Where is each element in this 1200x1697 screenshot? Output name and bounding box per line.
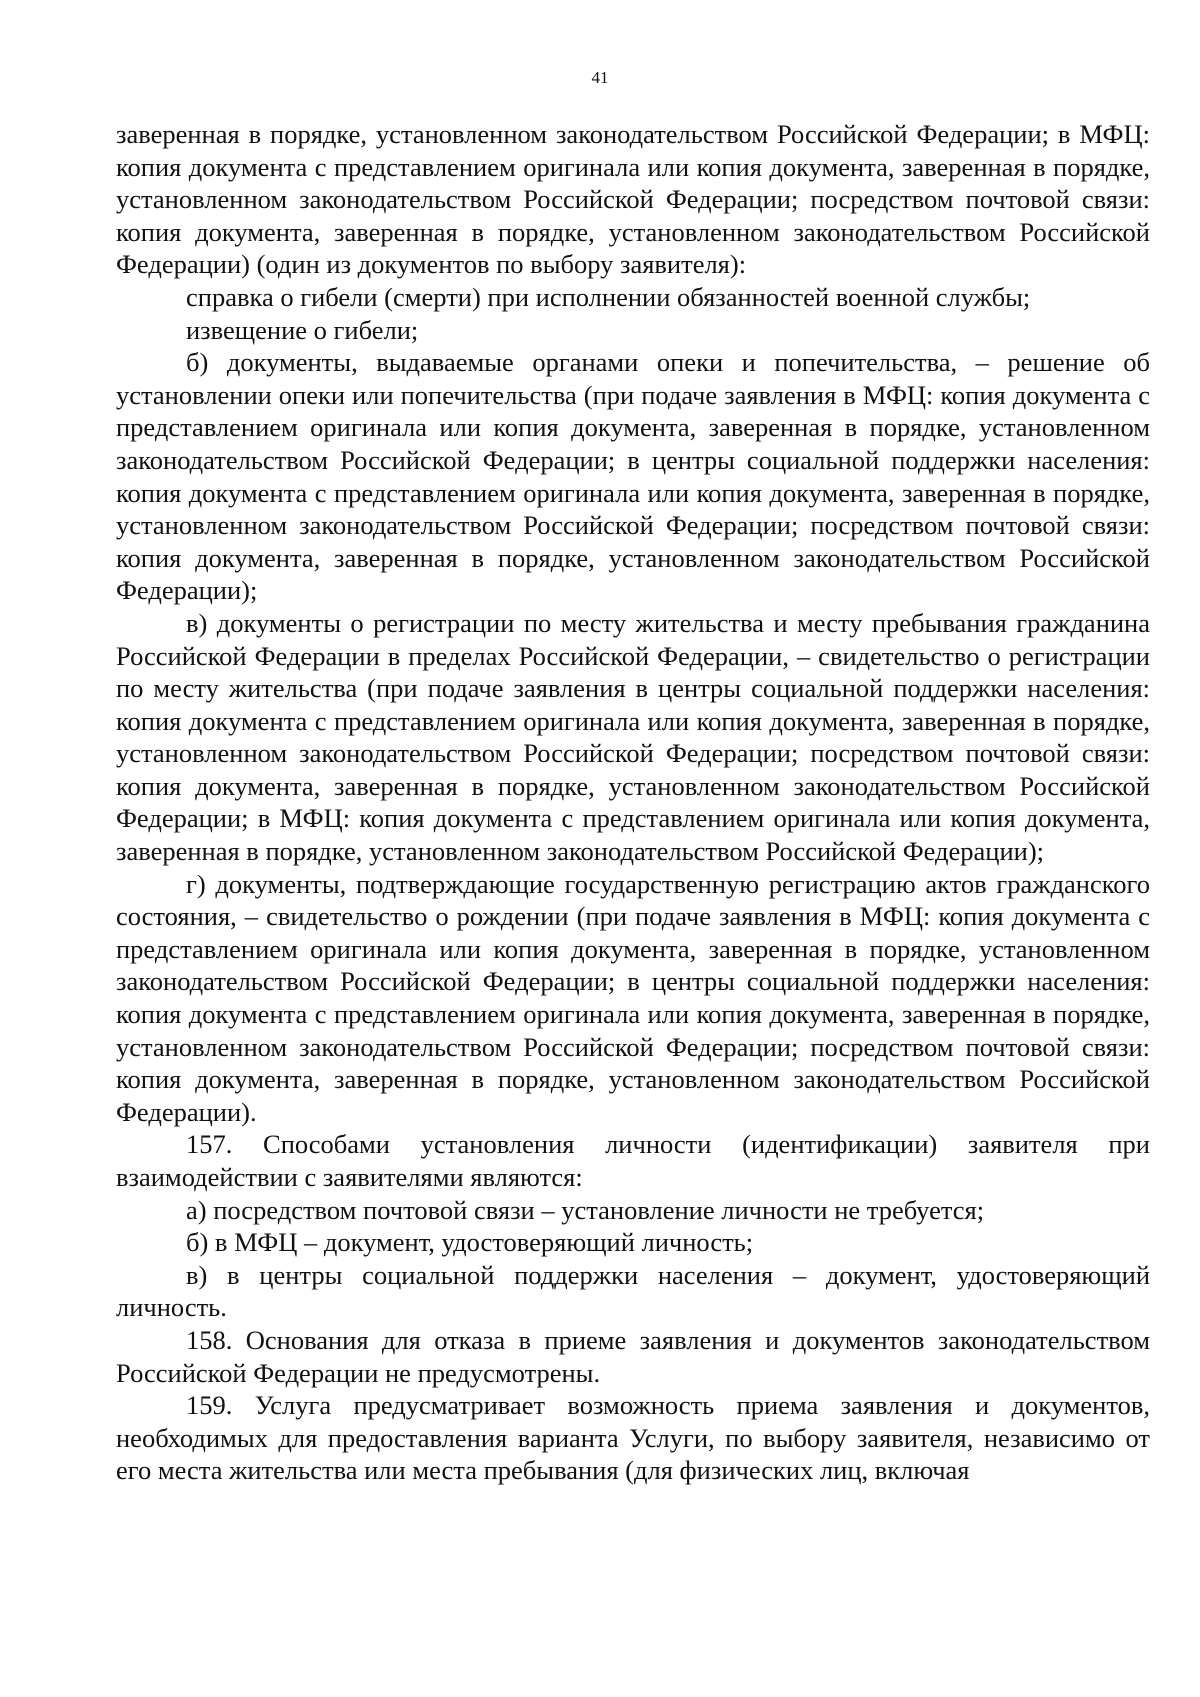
paragraph-death-notice: извещение о гибели;: [186, 314, 419, 345]
paragraph-157-b: б) в МФЦ – документ, удостоверяющий личность;: [186, 1227, 754, 1258]
document-body: [116, 118, 1150, 1487]
paragraph-continuation: заверенная в порядке, установленном законодательством Российской Федерации; в МФЦ: копия документа с представлением оригинала или копия документа, заверенная в порядке, установленном законодательством Российской Федерации; посредством почтовой связи: копия документа, заверенная в порядке, установленном законодательством Российской Федерации) (один из документов по выбору заявителя):: [116, 119, 1150, 280]
paragraph-death-certificate: справка о гибели (смерти) при исполнении обязанностей военной службы;: [186, 281, 1031, 312]
paragraph-157-a: а) посредством почтовой связи – установление личности не требуется;: [186, 1194, 985, 1225]
paragraph-158: 158. Основания для отказа в приеме заявления и документов законодательством Российской Федерации не предусмотрены.: [116, 1324, 1150, 1388]
paragraph-item-b-guardianship: б) документы, выдаваемые органами опеки и попечительства, – решение об установлении опеки или попечительства (при подаче заявления в МФЦ: копия документа с представлением оригинала или копия документа, заверенная в порядке, установленном законодательством Российской Федерации; в центры социальной поддержки населения: копия документа с представлением оригинала или копия документа, заверенная в порядке, установленном законодательством Российской Федерации; посредством почтовой связи: копия документа, заверенная в порядке, установленном законодательством Российской Федерации);: [116, 347, 1150, 606]
paragraph-159: 159. Услуга предусматривает возможность приема заявления и документов, необходимых для предоставления варианта Услуги, по выбору заявителя, независимо от его места жительства или места пребывания (для физических лиц, включая: [116, 1390, 1150, 1486]
page-number: 41: [591, 68, 609, 87]
paragraph-157-v: в) в центры социальной поддержки населения – документ, удостоверяющий личность.: [116, 1259, 1150, 1323]
paragraph-item-g-civil-status: г) документы, подтверждающие государственную регистрацию актов гражданского состояния, – свидетельство о рождении (при подаче заявления в МФЦ: копия документа с представлением оригинала или копия документа, заверенная в порядке, установленном законодательством Российской Федерации; в центры социальной поддержки населения: копия документа с представлением оригинала или копия документа, заверенная в порядке, установленном законодательством Российской Федерации; посредством почтовой связи: копия документа, заверенная в порядке, установленном законодательством Российской Федерации).: [116, 868, 1150, 1127]
paragraph-157: 157. Способами установления личности (идентификации) заявителя при взаимодействии с заявителями являются:: [116, 1129, 1150, 1192]
paragraph-item-v-registration: в) документы о регистрации по месту жительства и месту пребывания гражданина Российской Федерации в пределах Российской Федерации, – свидетельство о регистрации по месту жительства (при подаче заявления в центры социальной поддержки населения: копия документа с представлением оригинала или копия документа, заверенная в порядке, установленном законодательством Российской Федерации; посредством почтовой связи: копия документа, заверенная в порядке, установленном законодательством Российской Федерации; в МФЦ: копия документа с представлением оригинала или копия документа, заверенная в порядке, установленном законодательством Российской Федерации);: [116, 607, 1150, 867]
